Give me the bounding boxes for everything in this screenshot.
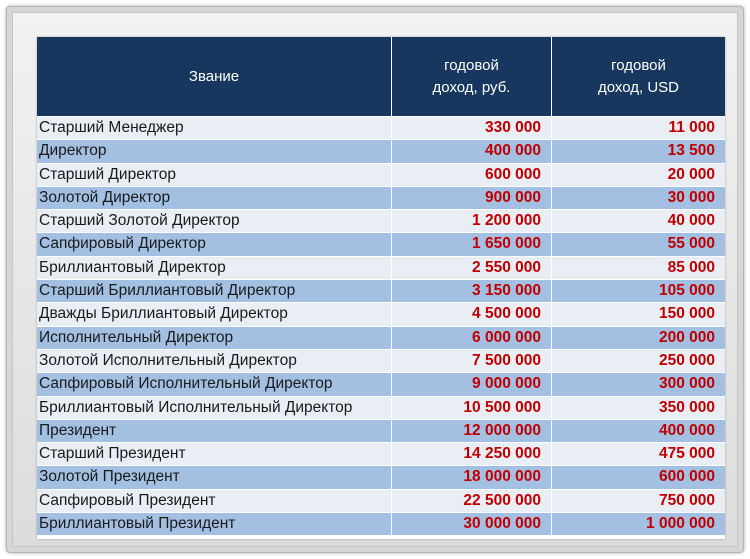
rank-cell: Бриллиантовый Исполнительный Директор (39, 398, 353, 416)
table-row (37, 279, 725, 302)
table-row (37, 209, 725, 232)
rank-cell: Золотой Директор (39, 188, 171, 206)
income-rub-cell: 330 000 (391, 117, 551, 139)
income-usd-cell: 20 000 (551, 164, 725, 186)
income-usd-cell: 13 500 (551, 140, 725, 162)
rank-income-table (37, 37, 725, 539)
table-row (37, 419, 725, 442)
income-usd-cell: 30 000 (551, 187, 725, 209)
rank-cell: Золотой Президент (39, 468, 180, 486)
table-row (37, 326, 725, 349)
income-rub-cell: 18 000 000 (391, 466, 551, 488)
income-rub-cell: 600 000 (391, 164, 551, 186)
income-rub-cell: 7 500 000 (391, 350, 551, 372)
income-usd-cell: 475 000 (551, 443, 725, 465)
income-rub-cell: 4 500 000 (391, 303, 551, 325)
header-rank: Звание (188, 67, 240, 85)
income-usd-cell: 85 000 (551, 257, 725, 279)
header-income-rub: годовой доход, руб. (391, 37, 551, 116)
slide-frame (6, 6, 744, 553)
table-body (37, 116, 725, 535)
rank-cell: Старший Менеджер (39, 119, 184, 136)
rank-cell: Бриллиантовый Президент (39, 515, 236, 533)
rank-cell: Старший Золотой Директор (39, 212, 240, 230)
rank-cell: Директор (39, 142, 107, 160)
table-row (37, 139, 725, 162)
income-rub-cell: 10 500 000 (391, 397, 551, 419)
income-usd-cell: 750 000 (551, 490, 725, 512)
table-row (37, 186, 725, 209)
table-row (37, 372, 725, 395)
table-row (37, 116, 725, 139)
income-usd-cell: 400 000 (551, 420, 725, 442)
table-row (37, 232, 725, 255)
income-rub-cell: 400 000 (391, 140, 551, 162)
income-usd-cell: 250 000 (551, 350, 725, 372)
rank-cell: Президент (39, 421, 117, 439)
table-row (37, 256, 725, 279)
income-usd-cell: 150 000 (551, 303, 725, 325)
rank-cell: Старший Президент (39, 445, 186, 463)
table-row (37, 512, 725, 535)
rank-cell: Дважды Бриллиантовый Директор (39, 305, 288, 323)
income-rub-cell: 1 200 000 (391, 210, 551, 232)
income-usd-cell: 300 000 (551, 373, 725, 395)
income-rub-cell: 30 000 000 (391, 513, 551, 535)
rank-cell: Сапфировый Исполнительный Директор (39, 375, 333, 393)
income-usd-cell: 350 000 (551, 397, 725, 419)
income-rub-cell: 900 000 (391, 187, 551, 209)
rank-cell: Старший Директор (39, 165, 176, 183)
rank-cell: Золотой Исполнительный Директор (39, 351, 297, 369)
income-rub-cell: 6 000 000 (391, 327, 551, 349)
income-rub-cell: 12 000 000 (391, 420, 551, 442)
income-rub-cell: 9 000 000 (391, 373, 551, 395)
table-row (37, 465, 725, 488)
table-row (37, 396, 725, 419)
rank-cell: Сапфировый Директор (39, 235, 206, 253)
income-usd-cell: 105 000 (551, 280, 725, 302)
rank-cell: Исполнительный Директор (39, 328, 234, 346)
rank-cell: Старший Бриллиантовый Директор (39, 282, 296, 300)
income-usd-cell: 600 000 (551, 466, 725, 488)
income-usd-cell: 40 000 (551, 210, 725, 232)
table-row (37, 489, 725, 512)
header-income-usd: годовой доход, USD (551, 37, 725, 116)
income-usd-cell: 1 000 000 (551, 513, 725, 535)
income-rub-cell: 2 550 000 (391, 257, 551, 279)
table-header (37, 37, 725, 116)
income-rub-cell: 14 250 000 (391, 443, 551, 465)
income-usd-cell: 11 000 (551, 117, 725, 139)
rank-cell: Сапфировый Президент (39, 491, 216, 509)
table-row (37, 163, 725, 186)
income-rub-cell: 1 650 000 (391, 233, 551, 255)
table-row (37, 349, 725, 372)
table-row (37, 302, 725, 325)
table-row (37, 442, 725, 465)
income-usd-cell: 55 000 (551, 233, 725, 255)
income-rub-cell: 22 500 000 (391, 490, 551, 512)
income-usd-cell: 200 000 (551, 327, 725, 349)
income-rub-cell: 3 150 000 (391, 280, 551, 302)
rank-cell: Бриллиантовый Директор (39, 258, 226, 276)
